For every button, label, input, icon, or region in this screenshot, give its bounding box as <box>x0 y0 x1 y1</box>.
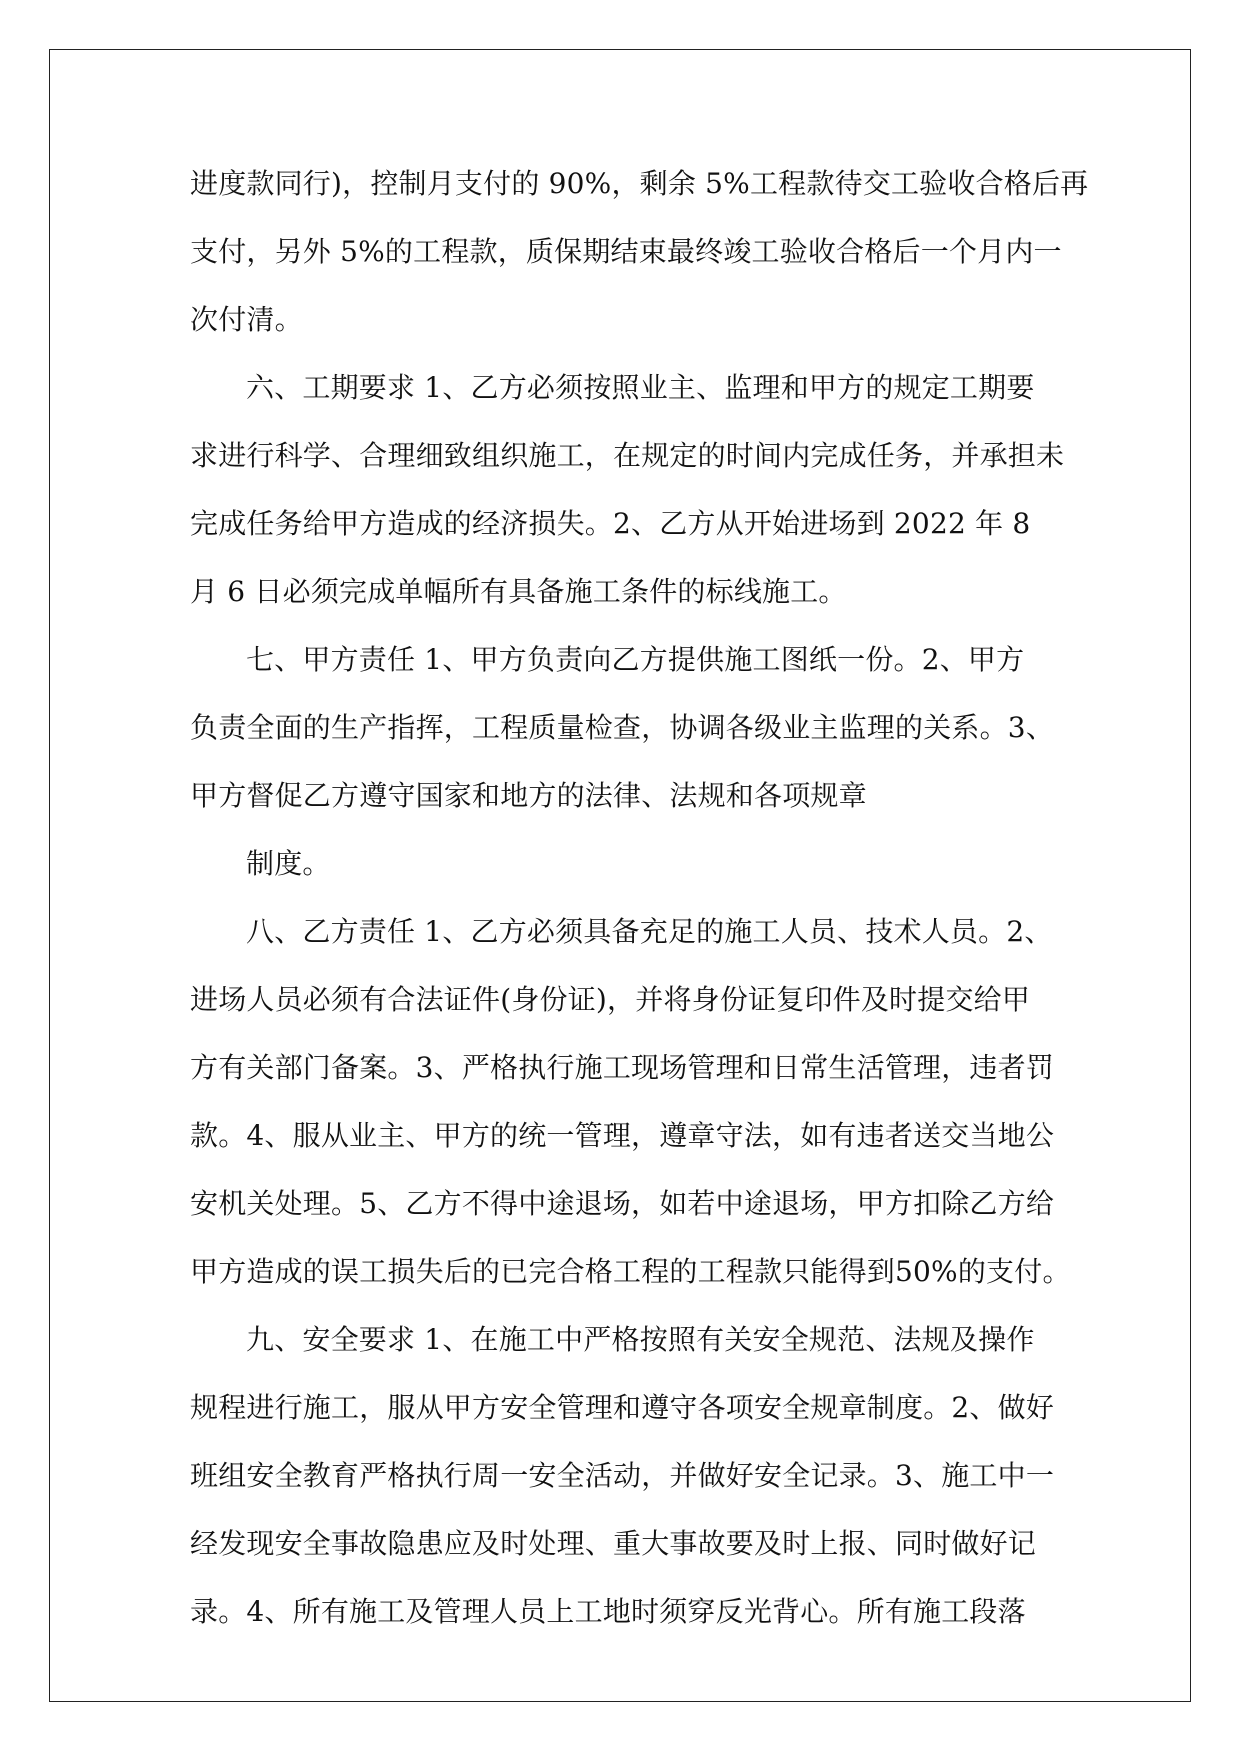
section-6-heading-line: 六、工期要求 1、乙方必须按照业主、监理和甲方的规定工期要 <box>246 371 1035 404</box>
text-line: 制度。 <box>246 847 331 880</box>
text-line: 次付清。 <box>190 303 303 336</box>
text-line: 支付，另外 5%的工程款，质保期结束最终竣工验收合格后一个月内一 <box>190 235 1062 268</box>
text-line: 录。4、所有施工及管理人员上工地时须穿反光背心。所有施工段落 <box>190 1595 1026 1628</box>
text-line: 求进行科学、合理细致组织施工，在规定的时间内完成任务，并承担未 <box>190 439 1065 472</box>
text-line: 款。4、服从业主、甲方的统一管理，遵章守法，如有违者送交当地公 <box>190 1119 1055 1152</box>
section-8-heading-line: 八、乙方责任 1、乙方必须具备充足的施工人员、技术人员。2、 <box>246 915 1053 948</box>
text-line: 月 6 日必须完成单幅所有具备施工条件的标线施工。 <box>190 575 847 608</box>
section-9-heading-line: 九、安全要求 1、在施工中严格按照有关安全规范、法规及操作 <box>246 1323 1035 1356</box>
text-line: 甲方督促乙方遵守国家和地方的法律、法规和各项规章 <box>190 779 867 812</box>
document-body <box>190 157 1089 1653</box>
section-7-heading-line: 七、甲方责任 1、甲方负责向乙方提供施工图纸一份。2、甲方 <box>246 643 1025 676</box>
text-line: 经发现安全事故隐患应及时处理、重大事故要及时上报、同时做好记 <box>190 1527 1037 1560</box>
text-line: 安机关处理。5、乙方不得中途退场，如若中途退场，甲方扣除乙方给 <box>190 1187 1055 1220</box>
text-line: 甲方造成的误工损失后的已完合格工程的工程款只能得到50%的支付。 <box>190 1255 1071 1288</box>
text-line: 班组安全教育严格执行周一安全活动，并做好安全记录。3、施工中一 <box>190 1459 1055 1492</box>
text-line: 规程进行施工，服从甲方安全管理和遵守各项安全规章制度。2、做好 <box>190 1391 1055 1424</box>
text-line: 负责全面的生产指挥，工程质量检查，协调各级业主监理的关系。3、 <box>190 711 1055 744</box>
text-line: 进场人员必须有合法证件(身份证)，并将身份证复印件及时提交给甲 <box>190 983 1031 1016</box>
text-line: 进度款同行)，控制月支付的 90%，剩余 5%工程款待交工验收合格后再 <box>190 167 1089 200</box>
text-line: 完成任务给甲方造成的经济损失。2、乙方从开始进场到 2022 年 8 <box>190 507 1031 540</box>
text-line: 方有关部门备案。3、严格执行施工现场管理和日常生活管理，违者罚 <box>190 1051 1055 1084</box>
